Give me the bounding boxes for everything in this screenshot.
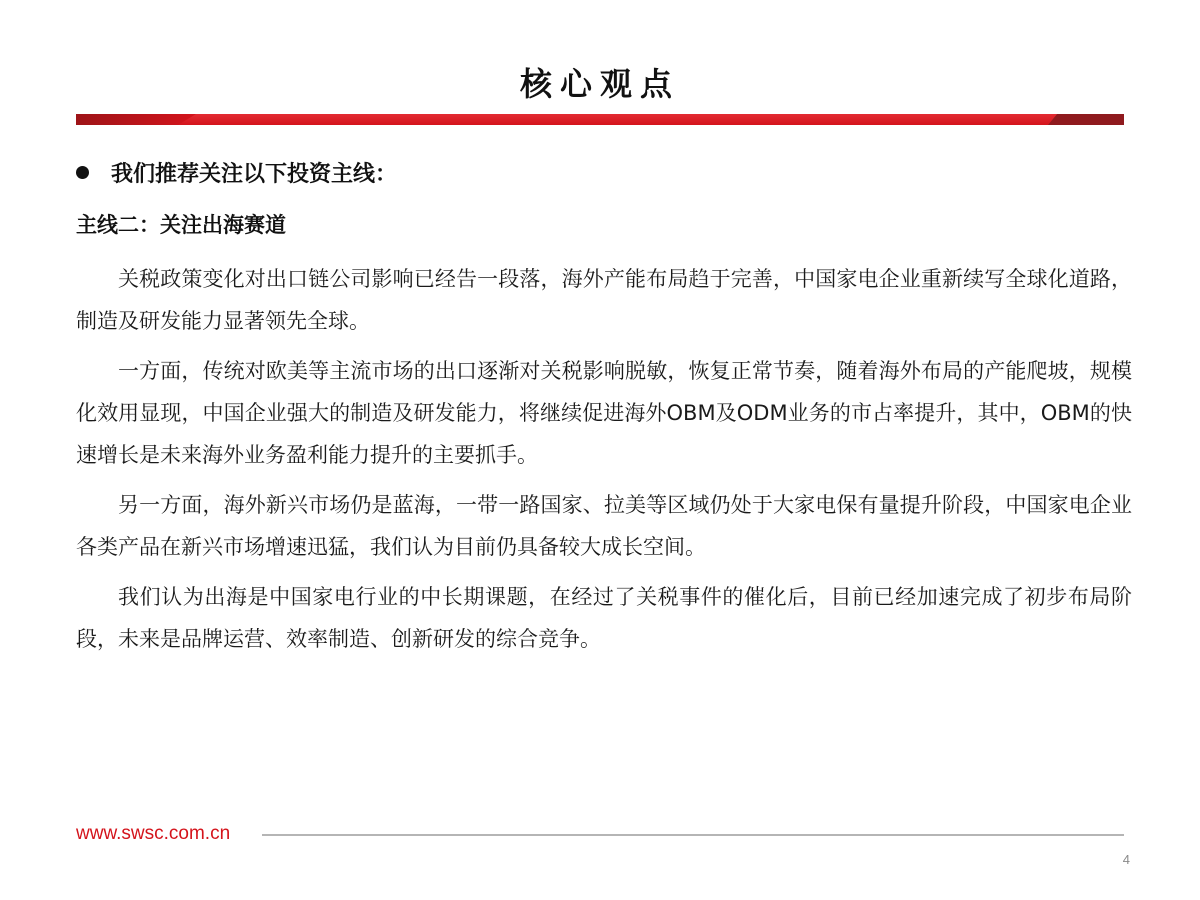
body-paragraphs bbox=[76, 258, 1132, 668]
title-underline-bar bbox=[76, 114, 1124, 125]
bullet-text: 我们推荐关注以下投资主线： bbox=[111, 161, 398, 187]
bullet-dot-icon bbox=[76, 166, 89, 179]
footer-divider bbox=[262, 834, 1124, 836]
page-title: 核心观点 bbox=[519, 65, 680, 103]
paragraph: 另一方面，海外新兴市场仍是蓝海，一带一路国家、拉美等区域仍处于大家电保有量提升阶段，中国家电企业各类产品在新兴市场增速迅猛，我们认为目前仍具备较大成长空间。 bbox=[76, 493, 1132, 559]
paragraph: 一方面，传统对欧美等主流市场的出口逐渐对关税影响脱敏，恢复正常节奏，随着海外布局的产能爬坡，规模化效用显现，中国企业强大的制造及研发能力，将继续促进海外OBM及ODM业务的市占率提升，其中，OBM的快速增长是未来海外业务盈利能力提升的主要抓手。 bbox=[76, 359, 1132, 467]
paragraph: 我们认为出海是中国家电行业的中长期课题，在经过了关税事件的催化后，目前已经加速完成了初步布局阶段，未来是品牌运营、效率制造、创新研发的综合竞争。 bbox=[76, 585, 1132, 651]
page-number: 4 bbox=[1122, 852, 1130, 867]
bullet-point bbox=[76, 156, 397, 188]
footer-url-link[interactable]: www.swsc.com.cn bbox=[76, 823, 231, 844]
section-heading: 主线二：关注出海赛道 bbox=[76, 213, 286, 237]
paragraph: 关税政策变化对出口链公司影响已经告一段落，海外产能布局趋于完善，中国家电企业重新续写全球化道路，制造及研发能力显著领先全球。 bbox=[76, 267, 1132, 333]
title-underline-right-accent bbox=[1048, 114, 1124, 125]
title-underline-left-accent bbox=[76, 114, 196, 125]
